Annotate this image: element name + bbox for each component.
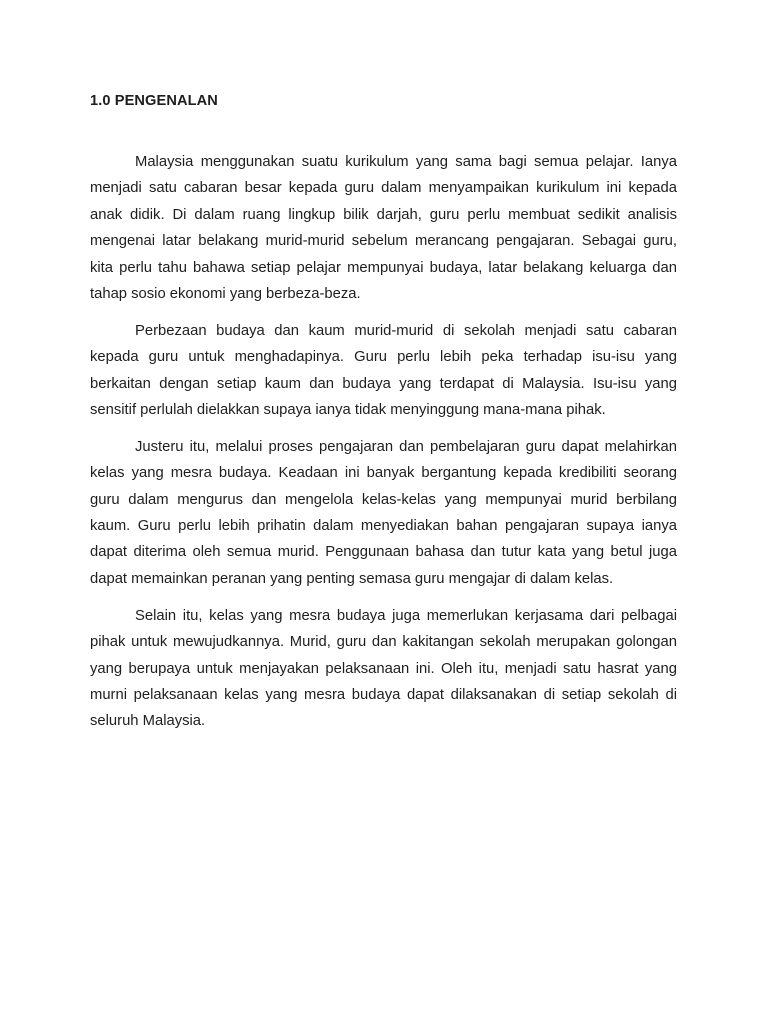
paragraph-line: berkaitan dengan setiap kaum dan budaya yang terdapat di Malaysia. Isu-isu yang xyxy=(90,375,677,392)
paragraph-line: pihak untuk mewujudkannya. Murid, guru dan kakitangan sekolah merupakan golongan xyxy=(90,634,677,651)
paragraph-line: tahap sosio ekonomi yang berbeza-beza. xyxy=(90,285,361,302)
paragraph-line: Justeru itu, melalui proses pengajaran dan pembelajaran guru dapat melahirkan xyxy=(135,438,677,455)
paragraph-line: murni pelaksanaan kelas yang mesra budaya dapat dilaksanakan di setiap sekolah di xyxy=(90,686,677,703)
paragraph-line: dapat diterima oleh semua murid. Penggunaan bahasa dan tutur kata yang betul juga xyxy=(90,544,677,561)
paragraph-line: mengenai latar belakang murid-murid sebelum merancang pengajaran. Sebagai guru, xyxy=(90,233,677,250)
paragraph-4 xyxy=(90,603,677,735)
paragraph-line: anak didik. Di dalam ruang lingkup bilik darjah, guru perlu membuat sedikit analisis xyxy=(90,206,677,223)
paragraph-3 xyxy=(90,434,677,592)
paragraph-line: yang berupaya untuk menjayakan pelaksanaan ini. Oleh itu, menjadi satu hasrat yang xyxy=(90,660,677,677)
paragraph-line: dapat memainkan peranan yang penting semasa guru mengajar di dalam kelas. xyxy=(90,570,614,587)
paragraph-line: guru dalam mengurus dan mengelola kelas-kelas yang mempunyai murid berbilang xyxy=(90,491,677,508)
paragraph-line: kaum. Guru perlu lebih prihatin dalam menyediakan bahan pengajaran supaya ianya xyxy=(90,518,677,535)
paragraph-line: sensitif perlulah dielakkan supaya ianya tidak menyinggung mana-mana pihak. xyxy=(90,402,606,419)
paragraph-line: kita perlu tahu bahawa setiap pelajar mempunyai budaya, latar belakang keluarga dan xyxy=(90,259,677,276)
paragraph-line: seluruh Malaysia. xyxy=(90,713,206,730)
paragraph-2 xyxy=(90,318,677,424)
paragraph-line: kelas yang mesra budaya. Keadaan ini banyak bergantung kepada kredibiliti seorang xyxy=(90,465,677,482)
paragraph-line: Malaysia menggunakan suatu kurikulum yang sama bagi semua pelajar. Ianya xyxy=(135,154,677,170)
paragraph-line: kepada guru untuk menghadapinya. Guru perlu lebih peka terhadap isu-isu yang xyxy=(90,349,677,366)
section-heading: 1.0 PENGENALAN xyxy=(90,93,218,109)
paragraph-line: Perbezaan budaya dan kaum murid-murid di sekolah menjadi satu cabaran xyxy=(135,322,677,339)
paragraph-line: menjadi satu cabaran besar kepada guru dalam menyampaikan kurikulum ini kepada xyxy=(90,180,677,197)
paragraph-1 xyxy=(90,149,677,307)
paragraph-line: Selain itu, kelas yang mesra budaya juga memerlukan kerjasama dari pelbagai xyxy=(135,607,677,624)
document-body xyxy=(90,149,677,745)
